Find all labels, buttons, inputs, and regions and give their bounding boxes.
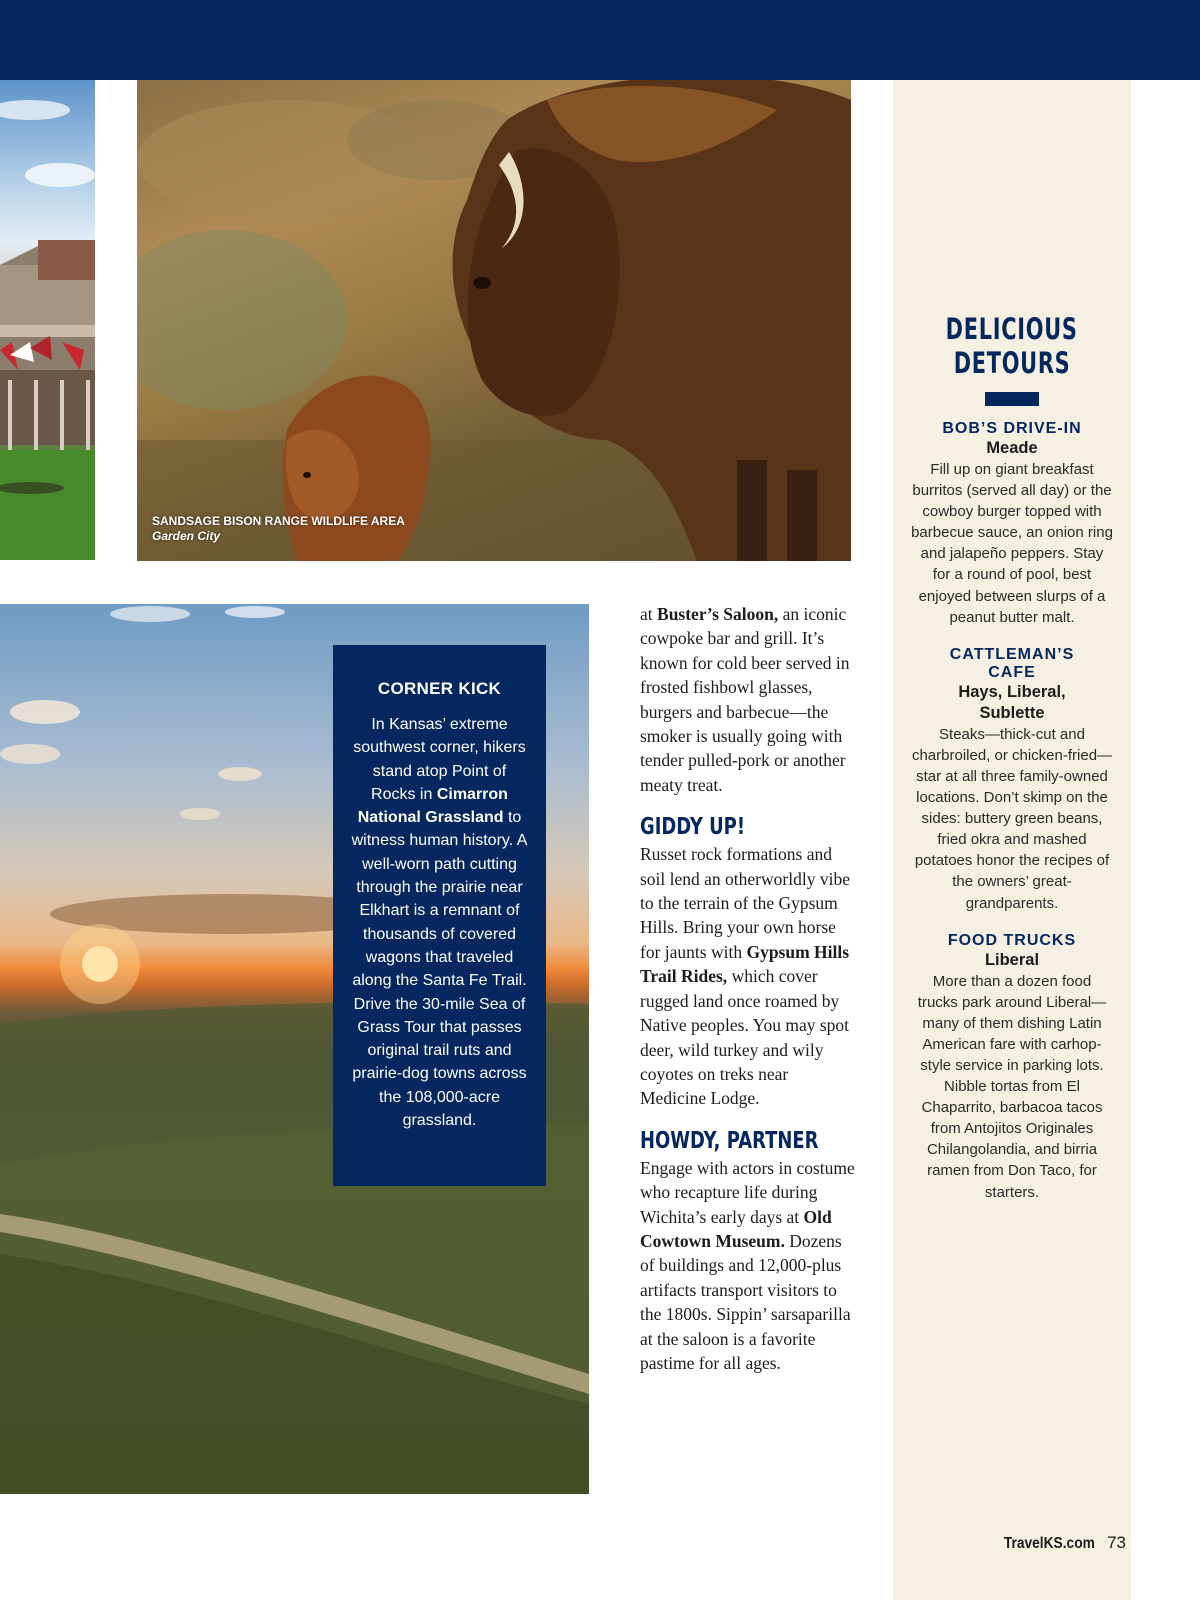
sidebar-title	[893, 312, 1131, 380]
old-cowtown-museum-name: Old Cowtown Museum.	[640, 1206, 832, 1251]
corner-kick-text	[349, 713, 530, 1132]
sidebar-entry-cattlemans-cafe	[905, 646, 1119, 914]
page-footer	[989, 1533, 1126, 1553]
section-heading-giddy-up: GIDDY UP!	[640, 814, 746, 841]
entry-name: BOB’S DRIVE-IN	[942, 420, 1082, 437]
entry-location: Hays, Liberal, Sublette	[958, 682, 1066, 722]
cimarron-grassland-name: Cimarron National Grassland	[357, 785, 508, 827]
sidebar-title-line: DETOURS	[953, 346, 1071, 380]
article-text: Russet rock formations and soil lend an otherworldly vibe to the terrain of the Gypsum Hills. Bring your own horse for jaunts with	[640, 844, 850, 962]
article-text: which cover rugged land once roamed by Native peoples. You may spot deer, wild turkey and wily coyotes on treks near Medicine Lodge.	[640, 966, 850, 1109]
corner-kick-box	[333, 645, 546, 1186]
entry-location: Meade	[986, 439, 1038, 457]
section-heading-howdy-partner: HOWDY, PARTNER	[640, 1127, 819, 1154]
article-text: an iconic cowpoke bar and grill. It’s known for cold beer served in frosted fishbowl glasses, burgers and barbecue—the smoker is usually going with tender pulled-pork or another meaty treat.	[640, 604, 850, 795]
sidebar-title-line: DELICIOUS	[946, 312, 1078, 346]
caption-place: SANDSAGE BISON RANGE WILDLIFE AREA	[152, 514, 405, 528]
article-text: at	[640, 604, 658, 624]
article-column	[640, 602, 855, 1375]
cowtown-photo	[0, 80, 95, 560]
delicious-detours-sidebar	[893, 80, 1131, 1600]
entry-name: CATTLEMAN’S CAFE	[949, 645, 1075, 681]
corner-kick-text-part: In Kansas’ extreme southwest corner, hikers stand atop Point of Rocks in	[353, 716, 526, 803]
sidebar-entry-food-trucks	[905, 932, 1119, 1203]
photo-caption	[152, 514, 405, 544]
article-text: Engage with actors in costume who recapture life during Wichita’s early days at	[640, 1157, 855, 1227]
section-giddy-up-text	[640, 842, 855, 1110]
entry-description: More than a dozen food trucks park around Liberal—many of them dishing Latin American fare with carhop-style service in parking lots. Nibble tortas from El Chaparrito, barbacoa tacos from Antojitos Originales Chilangolandia, and birria ramen from Don Taco, for starters.	[917, 972, 1107, 1201]
busters-saloon-name: Buster’s Saloon,	[657, 604, 779, 624]
footer-site: TravelKS.com	[1004, 1535, 1096, 1552]
entry-name: FOOD TRUCKS	[947, 931, 1077, 949]
entry-description: Fill up on giant breakfast burritos (served all day) or the cowboy burger topped with barbecue sauce, an onion ring and jalapeño peppers. Stay for a round of pool, best enjoyed between slurps of a peanut butter malt.	[911, 461, 1113, 626]
article-intro	[640, 602, 855, 797]
entry-description: Steaks—thick-cut and charbroiled, or chicken-fried—star at all three family-owned locations. Don’t skimp on the sides: buttery green beans, fried okra and mashed potatoes honor the recipes of the owners’ great-grandparents.	[911, 725, 1113, 912]
corner-kick-text-part: to witness human history. A well-worn path cutting through the prairie near Elkhart is a remnant of thousands of covered wagons that traveled along the Santa Fe Trail. Drive the 30-mile Sea of Grass Tour that passes original trail ruts and prairie-dog towns across the 108,000-acre grassland.	[351, 809, 528, 1130]
sidebar-entry-bobs-drive-in	[905, 420, 1119, 628]
corner-kick-title: CORNER KICK	[377, 679, 502, 698]
bison-photo	[137, 80, 851, 561]
gypsum-hills-trail-rides-name: Gypsum Hills Trail Rides,	[640, 941, 850, 987]
top-banner	[0, 0, 1200, 80]
entry-location: Liberal	[984, 950, 1040, 969]
page-number: 73	[1107, 1533, 1126, 1552]
sidebar-divider	[985, 392, 1039, 406]
section-howdy-partner-text	[640, 1156, 855, 1376]
caption-town: Garden City	[152, 529, 221, 543]
article-text: Dozens of buildings and 12,000-plus artifacts transport visitors to the 1800s. Sippin’ sarsaparilla at the saloon is a favorite pastime for all ages.	[640, 1230, 851, 1373]
